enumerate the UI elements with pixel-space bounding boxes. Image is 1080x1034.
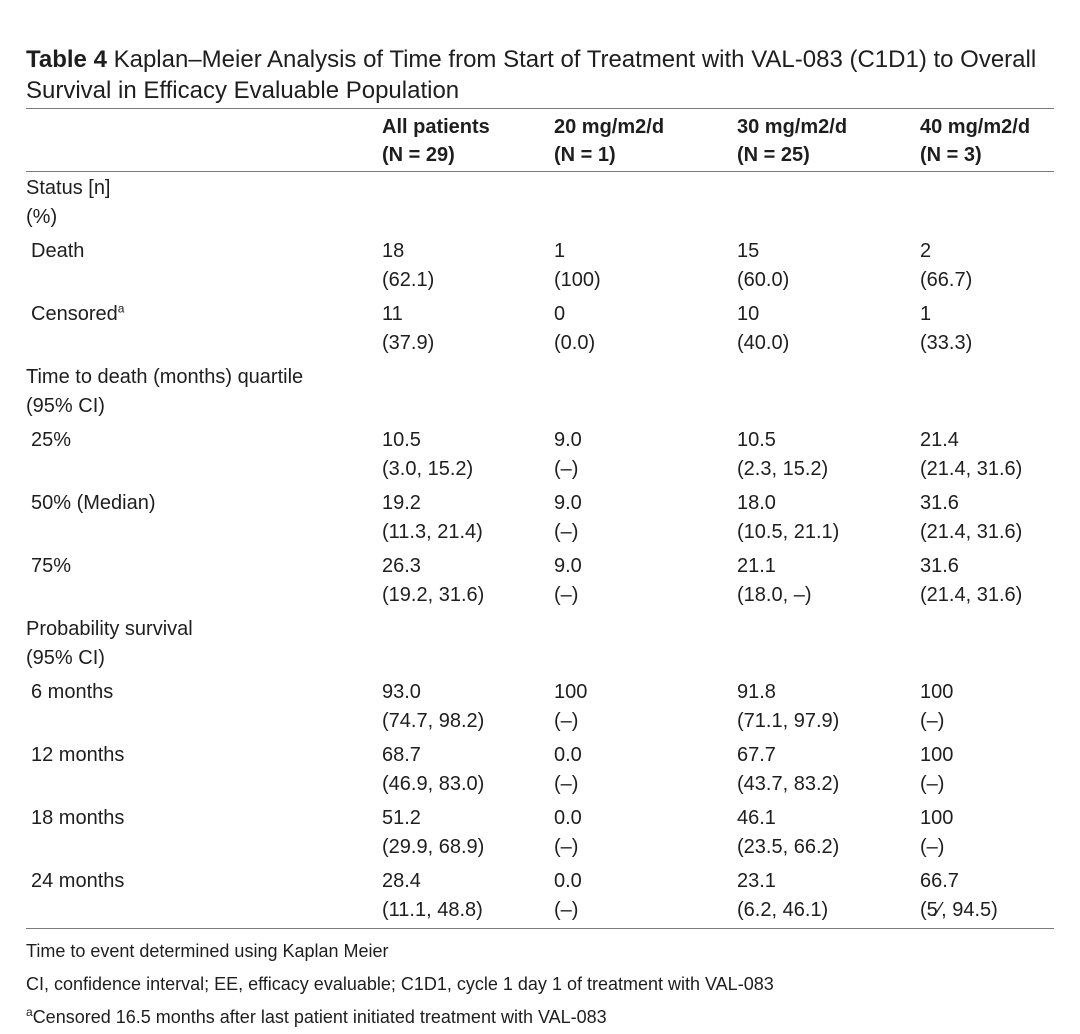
row-label: 25% (31, 429, 72, 451)
table-cell: 100 (–) (920, 807, 954, 858)
table-cell: 0.0 (–) (554, 870, 582, 921)
table-cell (920, 361, 1054, 424)
table-row (26, 739, 1054, 802)
table-cell (737, 613, 920, 676)
table-cell: 11 (37.9) (382, 303, 435, 354)
table-cell: 10.5 (2.3, 15.2) (737, 429, 829, 480)
group-row (26, 172, 1054, 236)
table-cell (382, 613, 554, 676)
table-cell: 100 (–) (920, 744, 954, 795)
table-cell: 91.8 (71.1, 97.9) (737, 681, 840, 732)
group-row (26, 613, 1054, 676)
table-cell: 1 (33.3) (920, 303, 973, 354)
table-cell: 15 (60.0) (737, 240, 790, 291)
table-cell: 67.7 (43.7, 83.2) (737, 744, 840, 795)
table-cell: 51.2 (29.9, 68.9) (382, 807, 485, 858)
header-cell-all: All patients (N = 29) (382, 116, 490, 166)
header-cell-label (26, 109, 382, 172)
row-label: 6 months (31, 681, 114, 703)
table-cell: 28.4 (11.1, 48.8) (382, 870, 483, 921)
table-cell: 2 (66.7) (920, 240, 973, 291)
km-table (26, 108, 1054, 929)
table-cell: 9.0 (–) (554, 492, 582, 543)
footnote-text: Time to event determined using Kaplan Meier (26, 941, 389, 961)
table-cell (554, 172, 737, 236)
table-label: Table 4 (26, 46, 107, 73)
row-label: 18 months (31, 807, 125, 829)
row-label: Status [n] (%) (26, 177, 111, 228)
table-cell: 46.1 (23.5, 66.2) (737, 807, 840, 858)
table-cell: 9.0 (–) (554, 555, 582, 606)
table-title: Kaplan–Meier Analysis of Time from Start of Treatment with VAL-083 (C1D1) to Overall Survival in Efficacy Evaluable Population (26, 46, 1037, 104)
table-cell: 10 (40.0) (737, 303, 790, 354)
table-row (26, 865, 1054, 929)
row-label: 24 months (31, 870, 125, 892)
header-cell-20mg: 20 mg/m2/d (N = 1) (554, 116, 665, 166)
row-label: Probability survival (95% CI) (26, 618, 193, 669)
table-cell (737, 172, 920, 236)
table-cell: 31.6 (21.4, 31.6) (920, 555, 1023, 606)
table-cell (554, 613, 737, 676)
table-cell: 100 (–) (920, 681, 954, 732)
table-figure (26, 44, 1054, 1034)
table-row (26, 298, 1054, 361)
footnote (26, 968, 1054, 1001)
table-cell: 21.1 (18.0, –) (737, 555, 812, 606)
table-cell (920, 613, 1054, 676)
table-cell: 66.7 (5⁄, 94.5) (920, 870, 998, 921)
footnote-text: CI, confidence interval; EE, efficacy evaluable; C1D1, cycle 1 day 1 of treatment with VAL-083 (26, 974, 774, 994)
row-label: 50% (Median) (31, 492, 156, 514)
table-cell: 10.5 (3.0, 15.2) (382, 429, 474, 480)
table-cell: 0.0 (–) (554, 807, 582, 858)
table-caption (26, 44, 1054, 106)
footnote-text: Censored 16.5 months after last patient initiated treatment with VAL-083 (32, 1007, 607, 1027)
header-cell-30mg: 30 mg/m2/d (N = 25) (737, 116, 848, 166)
table-cell: 26.3 (19.2, 31.6) (382, 555, 485, 606)
table-row (26, 550, 1054, 613)
table-cell: 21.4 (21.4, 31.6) (920, 429, 1023, 480)
table-cell: 93.0 (74.7, 98.2) (382, 681, 485, 732)
table-cell (920, 172, 1054, 236)
footnote-marker: a (26, 1005, 33, 1019)
table-cell: 23.1 (6.2, 46.1) (737, 870, 829, 921)
table-cell: 0.0 (–) (554, 744, 582, 795)
table-cell (737, 361, 920, 424)
table-cell: 18.0 (10.5, 21.1) (737, 492, 840, 543)
row-label: 75% (31, 555, 72, 577)
table-cell: 19.2 (11.3, 21.4) (382, 492, 483, 543)
row-label: Censored$^a$ (31, 301, 125, 325)
table-row (26, 802, 1054, 865)
table-cell (382, 361, 554, 424)
table-row (26, 235, 1054, 298)
header-cell-40mg: 40 mg/m2/d (N = 3) (920, 116, 1031, 166)
table-body (26, 172, 1054, 929)
row-label: Time to death (months) quartile (95% CI) (26, 366, 304, 417)
table-cell (554, 361, 737, 424)
group-row (26, 361, 1054, 424)
table-cell: 31.6 (21.4, 31.6) (920, 492, 1023, 543)
table-footnotes (26, 935, 1054, 1034)
table-cell: 100 (–) (554, 681, 588, 732)
table-row (26, 487, 1054, 550)
row-label: Death (31, 240, 85, 262)
table-cell: 18 (62.1) (382, 240, 435, 291)
table-cell (382, 172, 554, 236)
table-cell: 0 (0.0) (554, 303, 596, 354)
table-cell: 9.0 (–) (554, 429, 582, 480)
table-row (26, 424, 1054, 487)
table-cell: 1 (100) (554, 240, 601, 291)
footnote (26, 935, 1054, 968)
table-cell: 68.7 (46.9, 83.0) (382, 744, 485, 795)
footnote-marker: a (117, 301, 125, 316)
row-label: 12 months (31, 744, 125, 766)
header-row (26, 109, 1054, 172)
table-row (26, 676, 1054, 739)
